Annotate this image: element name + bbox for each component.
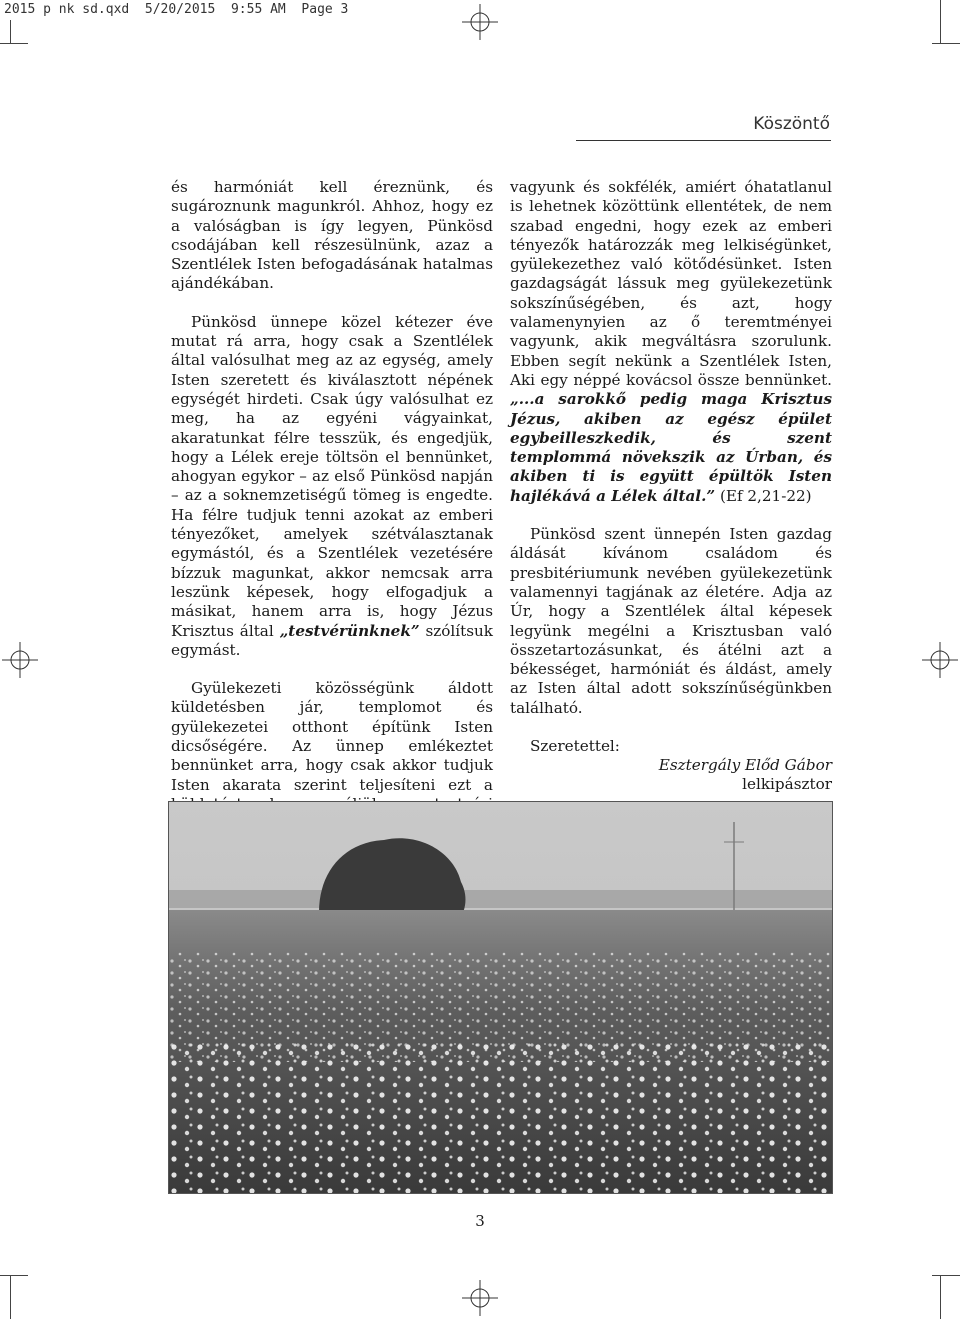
left-column xyxy=(171,178,493,834)
author-role: lelkipásztor xyxy=(742,775,832,794)
paragraph: vagyunk és sokfélék, amiért óhatatlanul is lehetnek közöttünk ellentétek, de nem szabad engedni, hogy ezek az emberi tényezők határozzák meg lelkiségünket, gyülekezethez való kötődésünket. Isten gazdagságát lássuk meg gyülekezetünk sokszínűségében, és azt, hogy valamenynyien az ő teremtményei vagyunk, akik megváltásra szorulunk. Ebben segít nekünk a Szentlélek Isten, Aki egy néppé kovácsol össze bennünket. „...a sarokkő pedig maga Krisztus Jézus, akiben az egész épület egybeilleszkedik, és szent templommá növekszik az Úrban, és akiben ti is együtt épültök Isten hajlékává a Lélek által.” (Ef 2,21-22) xyxy=(510,178,832,505)
registration-mark-top xyxy=(462,4,498,40)
author-name: Esztergály Előd Gábor xyxy=(658,756,832,775)
signoff xyxy=(510,737,832,797)
greeting: Szeretettel: xyxy=(530,737,620,756)
header-rule xyxy=(576,140,831,141)
crop-mark xyxy=(10,1275,11,1319)
bible-quote: „...a sarokkő pedig maga Krisztus Jézus, akiben az egész épület egybeilleszkedik, és szent templommá növekszik az Úrban, és akiben ti is együtt épültök Isten hajlékává a Lélek által.” xyxy=(510,390,832,505)
crop-mark xyxy=(10,20,11,44)
section-title: Köszöntő xyxy=(753,114,830,134)
crop-mark xyxy=(0,43,28,44)
registration-mark-bottom xyxy=(462,1280,498,1316)
crop-mark xyxy=(932,1275,960,1276)
registration-mark-left xyxy=(2,642,38,678)
right-column xyxy=(510,178,832,797)
paragraph: Gyülekezeti közösségünk áldott küldetésben jár, templomot és gyülekezetei otthont építünk Isten dicsőségére. Az ünnep emlékeztet bennünket arra, hogy csak akkor tudjuk Isten akarata szerint teljesíteni ezt a xyxy=(171,679,493,794)
bible-reference: (Ef 2,21-22) xyxy=(719,486,812,505)
paragraph: Pünkösd szent ünnepén Isten gazdag áldását kívánom családom és presbitériumunk nevében gyülekezetünk valamennyi tagjának az életére. Adja az Úr, hogy a Szentlélek által képesek legyünk megélni a Krisztusban való összetartozásunkat, és átélni azt a békességet, harmóniát és áldást, amely az Isten által adott sokszínűségünkben található. xyxy=(510,525,832,717)
paragraph: és harmóniát kell éreznünk, és sugároznunk magunkról. Ahhoz, hogy ez a valóságban is így legyen, Pünkösd csodájában kell részesülnünk, azaz a Szentlélek Isten befogadásának hatalmas ajándékában. xyxy=(171,178,493,293)
crop-mark xyxy=(0,1275,28,1276)
crop-mark xyxy=(940,1275,941,1319)
page-number: 3 xyxy=(475,1212,485,1230)
registration-mark-right xyxy=(922,642,958,678)
file-slug: 2015 p nk sd.qxd 5/20/2015 9:55 AM Page 3 xyxy=(4,2,349,17)
crop-mark xyxy=(932,43,960,44)
paragraph: Pünkösd ünnepe közel kétezer éve mutat rá arra, hogy csak a Szentlélek által valósulhat meg az az egység, amely Isten szeretett és kiválasztott népének egységét hirdeti. Csak úgy valósulhat ez meg, ha az egyéni vágyainkat, akaratunkat félre tesszük, és engedjük, hogy a Lélek ereje töltsön el bennünket, ahogyan egykor – az első Pünkösd napján – az a soknemzetiségű tömeg is engedte. Ha félre tudjuk tenni azokat az emberi tényezőket, amelyek szétválasztanak egymástól, és a Szentlélek vezetésére bízzuk magunkat, akkor nemcsak arra leszünk képesek, hogy elfogadjuk a másikat, hanem arra is, hogy Jézus Krisztus által „testvérünknek” szólítsuk egymást. xyxy=(171,312,493,659)
crop-mark xyxy=(940,0,941,44)
meadow-photo xyxy=(168,801,833,1194)
